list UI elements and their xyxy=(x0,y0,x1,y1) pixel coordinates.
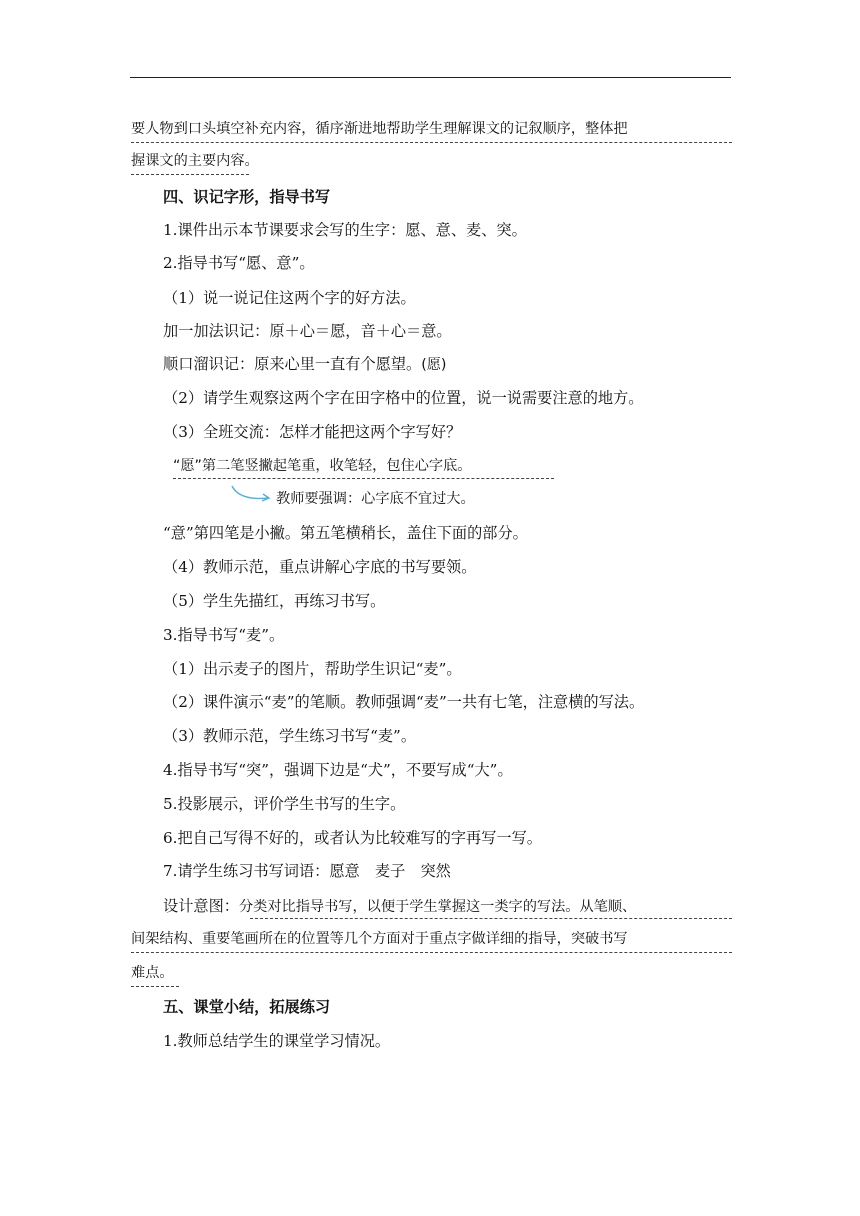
note-line-1: 要人物到口头填空补充内容，循序渐进地帮助学生理解课文的记叙顺序，整体把 xyxy=(131,121,628,137)
design-underline-3 xyxy=(131,986,179,987)
step-2: 2.指导书写“愿、意”。 xyxy=(163,254,315,272)
design-intent-text-2: 间架结构、重要笔画所在的位置等几个方面对于重点字做详细的指导，突破书写 xyxy=(131,931,628,947)
step-3-2: （2）课件演示“麦”的笔顺。教师强调“麦”一共有七笔，注意横的写法。 xyxy=(163,693,645,711)
arrow-icon xyxy=(229,482,273,504)
step-2-4: （4）教师示范，重点讲解心字底的书写要领。 xyxy=(163,558,477,576)
note-underline-1 xyxy=(131,142,732,143)
design-underline-2 xyxy=(131,952,732,953)
step-6: 6.把自己写得不好的，或者认为比较难写的字再写一写。 xyxy=(163,829,542,847)
yuan-note: “愿”第二笔竖撇起笔重，收笔轻，包住心字底。 xyxy=(173,458,472,474)
header-rule xyxy=(130,77,731,78)
step-2-1: （1）说一说记住这两个字的好方法。 xyxy=(163,289,416,307)
teacher-emphasis-note: 教师要强调：心字底不宜过大。 xyxy=(276,491,475,507)
design-intent-label: 设计意图： xyxy=(163,897,239,915)
design-intent-line-1 xyxy=(163,896,636,917)
method-add: 加一加法识记：原＋心＝愿，音＋心＝意。 xyxy=(163,322,452,340)
method-rhyme-note: (愿) xyxy=(421,357,447,373)
design-underline-1 xyxy=(250,918,732,919)
note-line-2: 握课文的主要内容。 xyxy=(131,153,259,169)
method-rhyme xyxy=(163,354,446,375)
step-7: 7.请学生练习书写词语：愿意 麦子 突然 xyxy=(163,862,451,880)
yi-note: “意”第四笔是小撇。第五笔横稍长，盖住下面的部分。 xyxy=(163,524,528,542)
step-4: 4.指导书写“突”，强调下边是“犬”，不要写成“大”。 xyxy=(163,761,513,779)
section-4-title: 四、识记字形，指导书写 xyxy=(163,188,331,206)
section-5-title: 五、课堂小结，拓展练习 xyxy=(163,998,331,1016)
yuan-note-underline xyxy=(173,478,554,479)
step-2-5: （5）学生先描红，再练习书写。 xyxy=(163,592,386,610)
step-3-1: （1）出示麦子的图片，帮助学生识记“麦”。 xyxy=(163,660,462,678)
step-5-1: 1.教师总结学生的课堂学习情况。 xyxy=(163,1032,391,1050)
design-intent-text-3: 难点。 xyxy=(131,965,174,981)
step-2-3: （3）全班交流：怎样才能把这两个字写好？ xyxy=(163,423,462,441)
step-2-2: （2）请学生观察这两个字在田字格中的位置，说一说需要注意的地方。 xyxy=(163,389,644,407)
step-5: 5.投影展示，评价学生书写的生字。 xyxy=(163,795,406,813)
step-3-3: （3）教师示范，学生练习书写“麦”。 xyxy=(163,727,417,745)
design-intent-text-1: 分类对比指导书写，以便于学生掌握这一类字的写法。从笔顺、 xyxy=(238,899,637,915)
step-3: 3.指导书写“麦”。 xyxy=(163,626,285,644)
step-1: 1.课件出示本节课要求会写的生字：愿、意、麦、突。 xyxy=(163,221,527,239)
note-underline-2 xyxy=(131,174,249,175)
method-rhyme-text: 顺口溜识记：原来心里一直有个愿望。 xyxy=(163,355,422,373)
